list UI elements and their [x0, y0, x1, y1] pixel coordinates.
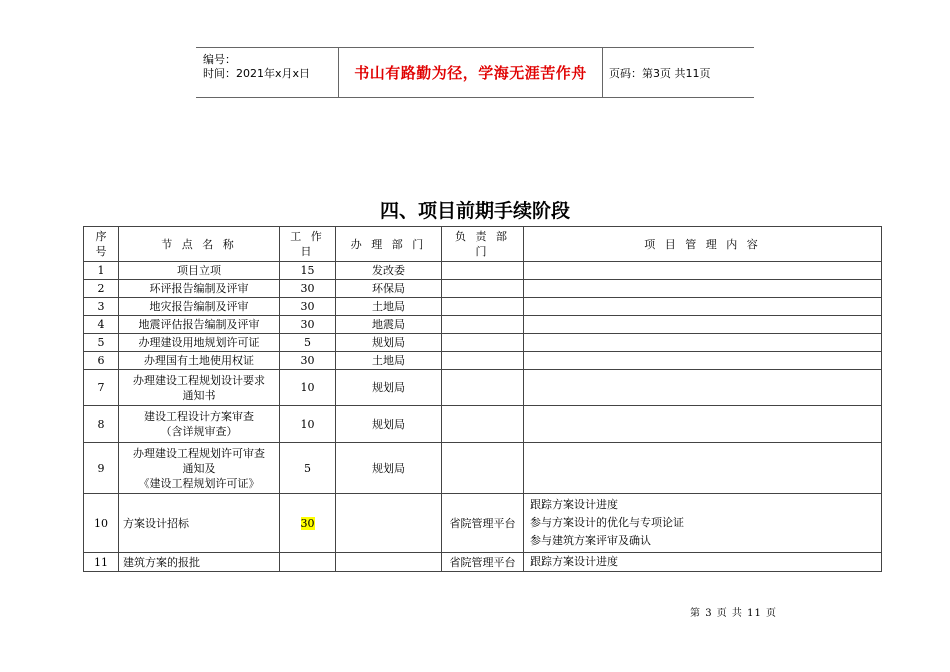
procedure-table [83, 226, 882, 572]
node-name-line: 通知书 [182, 388, 216, 402]
management-content [524, 334, 882, 352]
row-number: 9 [84, 443, 119, 494]
work-days [280, 298, 336, 316]
handling-dept: 发改委 [336, 262, 442, 280]
header-page-number: 页码：第3页 共11页 [609, 66, 711, 80]
node-name-line: 通知及 [182, 461, 216, 475]
responsible-dept [442, 316, 524, 334]
handling-dept [336, 553, 442, 572]
handling-dept: 环保局 [336, 280, 442, 298]
page-footer: 第 3 页 共 11 页 [690, 608, 777, 619]
work-days-value: 10 [300, 417, 315, 431]
work-days [280, 406, 336, 443]
node-name: 办理国有土地使用权证 [119, 352, 280, 370]
handling-dept: 规划局 [336, 443, 442, 494]
node-name [119, 406, 280, 443]
handling-dept: 规划局 [336, 370, 442, 406]
work-days [280, 553, 336, 572]
node-name-line: （含详规审查） [160, 425, 238, 438]
header-page-cell [603, 48, 754, 97]
table-row [84, 298, 882, 316]
responsible-dept [442, 352, 524, 370]
col-header-no: 序号 [84, 227, 119, 262]
work-days [280, 316, 336, 334]
col-header-management-content: 项 目 管 理 内 容 [524, 227, 882, 262]
table-row [84, 334, 882, 352]
work-days [280, 334, 336, 352]
col-header-name: 节 点 名 称 [119, 227, 280, 262]
row-number: 10 [84, 494, 119, 553]
table-header-row [84, 227, 882, 262]
node-name: 办理建设用地规划许可证 [119, 334, 280, 352]
row-number: 4 [84, 316, 119, 334]
management-content-line: 参与建筑方案评审及确认 [530, 534, 651, 547]
work-days-value: 30 [300, 318, 315, 331]
work-days [280, 494, 336, 553]
row-number: 3 [84, 298, 119, 316]
management-content-line: 参与方案设计的优化与专项论证 [530, 516, 684, 529]
work-days-value: 5 [304, 336, 311, 349]
responsible-dept: 省院管理平台 [442, 494, 524, 553]
handling-dept: 地震局 [336, 316, 442, 334]
node-name: 项目立项 [119, 262, 280, 280]
header-meta [196, 48, 339, 97]
table-row [84, 370, 882, 406]
responsible-dept [442, 334, 524, 352]
page-header [196, 47, 754, 98]
col-header-handling-dept: 办 理 部 门 [336, 227, 442, 262]
responsible-dept [442, 298, 524, 316]
responsible-dept [442, 406, 524, 443]
responsible-dept [442, 370, 524, 406]
table-row [84, 553, 882, 572]
node-name-line: 办理建设工程规划设计要求 [133, 373, 265, 387]
management-content [524, 406, 882, 443]
table-row [84, 262, 882, 280]
table-row [84, 406, 882, 443]
row-number: 7 [84, 370, 119, 406]
handling-dept: 土地局 [336, 298, 442, 316]
row-number: 6 [84, 352, 119, 370]
management-content [524, 298, 882, 316]
responsible-dept [442, 443, 524, 494]
work-days-value: 30 [300, 282, 315, 295]
table-row [84, 280, 882, 298]
row-number: 2 [84, 280, 119, 298]
col-header-responsible-dept: 负 责 部 门 [442, 227, 524, 262]
management-content [524, 370, 882, 406]
work-days [280, 370, 336, 406]
node-name-line: 建设工程设计方案审查 [144, 410, 254, 423]
table-row [84, 443, 882, 494]
row-number: 5 [84, 334, 119, 352]
management-content [524, 352, 882, 370]
management-content-line: 跟踪方案设计进度 [530, 498, 618, 511]
document-time: 时间：2021年x月x日 [203, 67, 311, 80]
node-name: 地灾报告编制及评审 [119, 298, 280, 316]
row-number: 1 [84, 262, 119, 280]
work-days-value: 5 [304, 461, 311, 475]
document-number: 编号： [203, 53, 236, 66]
management-content [524, 494, 882, 553]
node-name: 环评报告编制及评审 [119, 280, 280, 298]
col-header-days: 工 作 日 [280, 227, 336, 262]
management-content-line: 跟踪方案设计进度 [530, 555, 618, 568]
table-row [84, 352, 882, 370]
handling-dept [336, 494, 442, 553]
work-days [280, 262, 336, 280]
management-content [524, 443, 882, 494]
table-body [84, 262, 882, 572]
row-number: 11 [84, 553, 119, 572]
management-content [524, 262, 882, 280]
handling-dept: 土地局 [336, 352, 442, 370]
node-name [119, 443, 280, 494]
node-name-line: 《建设工程规划许可证》 [138, 476, 260, 490]
work-days [280, 443, 336, 494]
management-content [524, 553, 882, 572]
row-number: 8 [84, 406, 119, 443]
responsible-dept: 省院管理平台 [442, 553, 524, 572]
handling-dept: 规划局 [336, 406, 442, 443]
header-motto-cell [339, 48, 603, 97]
work-days-value: 10 [300, 381, 315, 394]
header-motto: 书山有路勤为径，学海无涯苦作舟 [354, 64, 587, 82]
responsible-dept [442, 280, 524, 298]
work-days-value: 30 [300, 300, 315, 313]
node-name: 地震评估报告编制及评审 [119, 316, 280, 334]
responsible-dept [442, 262, 524, 280]
table-row [84, 494, 882, 553]
node-name-line: 办理建设工程规划许可审查 [133, 446, 265, 460]
work-days [280, 352, 336, 370]
work-days-value: 15 [300, 264, 315, 277]
node-name: 建筑方案的报批 [119, 553, 280, 572]
work-days-value: 30 [300, 516, 315, 530]
management-content [524, 316, 882, 334]
handling-dept: 规划局 [336, 334, 442, 352]
section-title: 四、项目前期手续阶段 [379, 200, 570, 222]
node-name [119, 370, 280, 406]
node-name: 方案设计招标 [119, 494, 280, 553]
management-content [524, 280, 882, 298]
work-days [280, 280, 336, 298]
work-days-value: 30 [300, 354, 315, 367]
table-row [84, 316, 882, 334]
